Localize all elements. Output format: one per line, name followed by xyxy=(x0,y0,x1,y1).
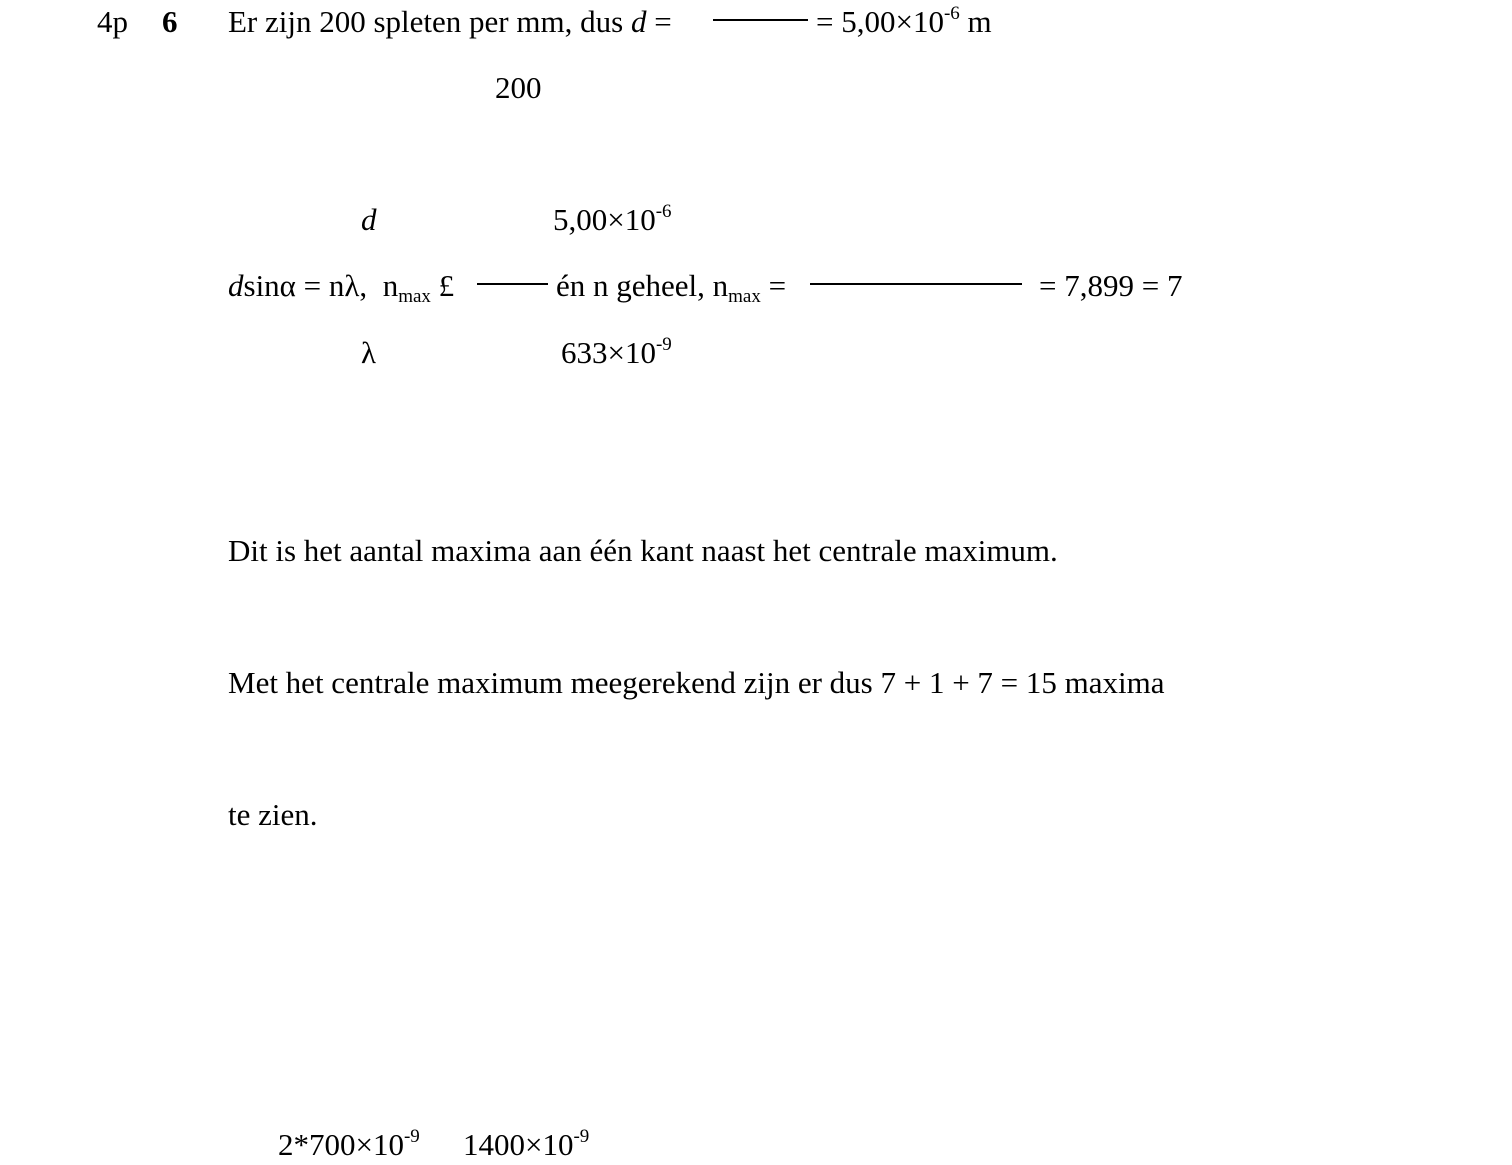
line2-formula xyxy=(228,268,455,307)
line1-result-unit: m xyxy=(967,4,992,39)
line2-fraction-bar-1 xyxy=(477,283,548,285)
line1-result xyxy=(816,3,992,39)
bottom-left-base: 2*700×10 xyxy=(278,1127,404,1162)
line2-sin-relation: sinα = nλ, xyxy=(243,268,368,303)
line2-n: n xyxy=(382,268,399,303)
line2-result: = 7,899 = 7 xyxy=(1039,268,1183,303)
bottom-left-exponent: -9 xyxy=(403,1126,420,1147)
question-points: 4p xyxy=(97,4,128,39)
paragraph-one-side: Dit is het aantal maxima aan één kant naast het centrale maximum. xyxy=(228,533,1058,568)
question-number: 6 xyxy=(162,4,178,39)
line1-fraction-bar xyxy=(713,19,808,21)
frac-numerator-base: 5,00×10 xyxy=(553,202,656,237)
frac-denominator-exponent: -9 xyxy=(655,334,672,355)
line1-result-exponent: -6 xyxy=(943,3,960,24)
frac-denominator-value xyxy=(561,334,672,370)
paragraph-te-zien: te zien. xyxy=(228,797,318,832)
line2-middle-text: én n geheel, n xyxy=(556,268,729,303)
line2-fraction-bar-2 xyxy=(810,283,1022,285)
bottom-left-expression xyxy=(278,1126,420,1162)
line1-d-symbol: d xyxy=(630,4,647,39)
line2-le-symbol: £ xyxy=(438,268,455,303)
line1-text xyxy=(228,6,672,37)
line2-sub-max: max xyxy=(398,286,431,307)
frac-denominator-base: 633×10 xyxy=(561,335,656,370)
bottom-right-exponent: -9 xyxy=(573,1126,590,1147)
line2-d-symbol: d xyxy=(228,268,244,303)
frac-denominator-lambda: λ xyxy=(361,335,377,370)
line1-equals: = xyxy=(654,4,672,39)
paragraph-total-maxima: Met het centrale maximum meegerekend zijn er dus 7 + 1 + 7 = 15 maxima xyxy=(228,665,1165,700)
bottom-right-base: 1400×10 xyxy=(463,1127,574,1162)
line1-result-base: = 5,00×10 xyxy=(816,4,944,39)
line2-equals: = xyxy=(768,268,787,303)
bottom-right-expression xyxy=(463,1126,590,1162)
line1-sentence: Er zijn 200 spleten per mm, dus xyxy=(228,4,624,39)
line1-denominator: 200 xyxy=(495,70,542,105)
frac-numerator-d: d xyxy=(361,202,377,237)
line2-middle xyxy=(556,268,787,307)
line2-sub-max-2: max xyxy=(728,286,761,307)
frac-numerator-exponent: -6 xyxy=(655,201,672,222)
frac-numerator-value xyxy=(553,201,672,237)
